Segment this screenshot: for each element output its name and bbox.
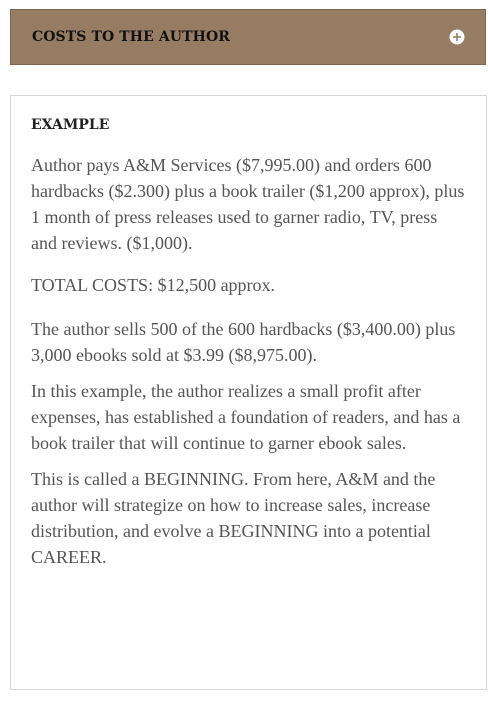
paragraph-example-profit: In this example, the author realizes a small profit after expenses, has established a foundation of readers, and has a book trailer that will continue to garner ebook sales. [31,381,461,453]
example-heading: EXAMPLE [31,117,110,133]
paragraph-beginning: This is called a BEGINNING. From here, A&M and the author will strategize on how to increase sales, increase distribution, and evolve a BEGINNING into a potential CAREER. [31,469,436,567]
paragraph-total-costs: TOTAL COSTS: $12,500 approx. [31,275,276,295]
plus-circle-icon[interactable] [449,29,465,45]
paragraph-author-pays: Author pays A&M Services ($7,995.00) and orders 600 hardbacks ($2.300) plus a book trailer ($1,200 approx), plus 1 month of press releases used to garner radio, TV, press and reviews. ($1,000). [31,155,465,253]
accordion-title: COSTS TO THE AUTHOR [32,29,230,45]
accordion-panel [10,95,487,690]
accordion-header-costs[interactable] [10,9,486,65]
paragraph-author-sells: The author sells 500 of the 600 hardbacks ($3,400.00) plus 3,000 ebooks sold at $3.99 ($8,975.00). [31,319,456,365]
